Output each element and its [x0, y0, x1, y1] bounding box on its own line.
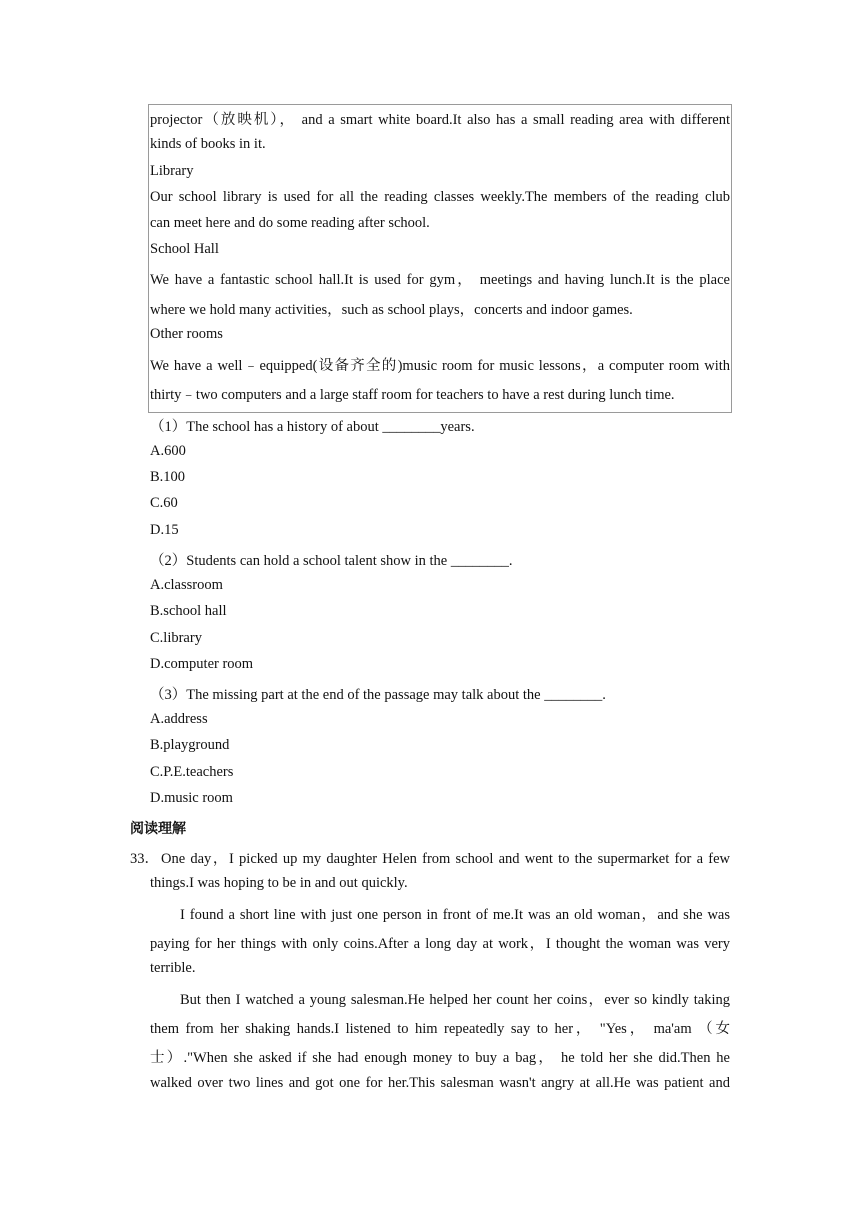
answer-option[interactable]: B.school hall [150, 603, 227, 619]
answer-option[interactable]: C.60 [150, 495, 178, 511]
answer-option[interactable]: A.600 [150, 443, 186, 459]
answer-option[interactable]: D.computer room [150, 656, 254, 672]
passage-line: But then I watched a young salesman.He helped her count her coins，ever so kindly taking [180, 992, 730, 1008]
passage-line: 士）."When she asked if she had enough money to buy a bag， he told her she did.Then he [150, 1050, 730, 1066]
answer-option[interactable]: D.music room [150, 790, 233, 806]
answer-option[interactable]: B.100 [150, 469, 186, 485]
question-stem: （1）The school has a history of about ________years. [150, 419, 475, 435]
answer-option[interactable]: B.playground [150, 737, 230, 753]
passage-line: I found a short line with just one person in front of me.It was an old woman，and she was [180, 907, 730, 923]
passage-line: walked over two lines and got one for her.This salesman wasn't angry at all.He was patient and [150, 1075, 730, 1091]
answer-option[interactable]: A.classroom [150, 577, 223, 593]
passage-line: We have a well﹣equipped(设备齐全的)music room for music lessons，a computer room with [150, 358, 730, 374]
question-stem: （3）The missing part at the end of the passage may talk about the ________. [150, 687, 606, 703]
passage-line: Our school library is used for all the reading classes weekly.The members of the reading club [150, 189, 730, 205]
passage-line: things.I was hoping to be in and out quickly. [150, 875, 408, 891]
passage-line: paying for her things with only coins.After a long day at work，I thought the woman was very [150, 936, 730, 952]
question-number: 33． [130, 851, 159, 867]
passage-line: One day，I picked up my daughter Helen from school and went to the supermarket for a few [161, 851, 730, 867]
passage-line: terrible. [150, 960, 196, 976]
passage-subheading: School Hall [150, 241, 219, 257]
passage-line: where we hold many activities，such as school plays，concerts and indoor games. [150, 302, 633, 318]
section-heading: 阅读理解 [130, 821, 186, 837]
passage-subheading: Library [150, 163, 194, 179]
passage-line: projector（放映机）， and a smart white board.It also has a small reading area with different [150, 112, 730, 128]
answer-option[interactable]: D.15 [150, 522, 179, 538]
passage-line: thirty﹣two computers and a large staff room for teachers to have a rest during lunch time. [150, 387, 675, 403]
question-stem: （2）Students can hold a school talent show in the ________. [150, 553, 513, 569]
passage-line: We have a fantastic school hall.It is used for gym， meetings and having lunch.It is the place [150, 272, 730, 288]
passage-line: can meet here and do some reading after school. [150, 215, 430, 231]
passage-line: them from her shaking hands.I listened to him repeatedly say to her， "Yes， ma'am （女 [150, 1021, 730, 1037]
passage-line: kinds of books in it. [150, 136, 266, 152]
answer-option[interactable]: A.address [150, 711, 208, 727]
answer-option[interactable]: C.library [150, 630, 202, 646]
passage-subheading: Other rooms [150, 326, 223, 342]
answer-option[interactable]: C.P.E.teachers [150, 764, 234, 780]
